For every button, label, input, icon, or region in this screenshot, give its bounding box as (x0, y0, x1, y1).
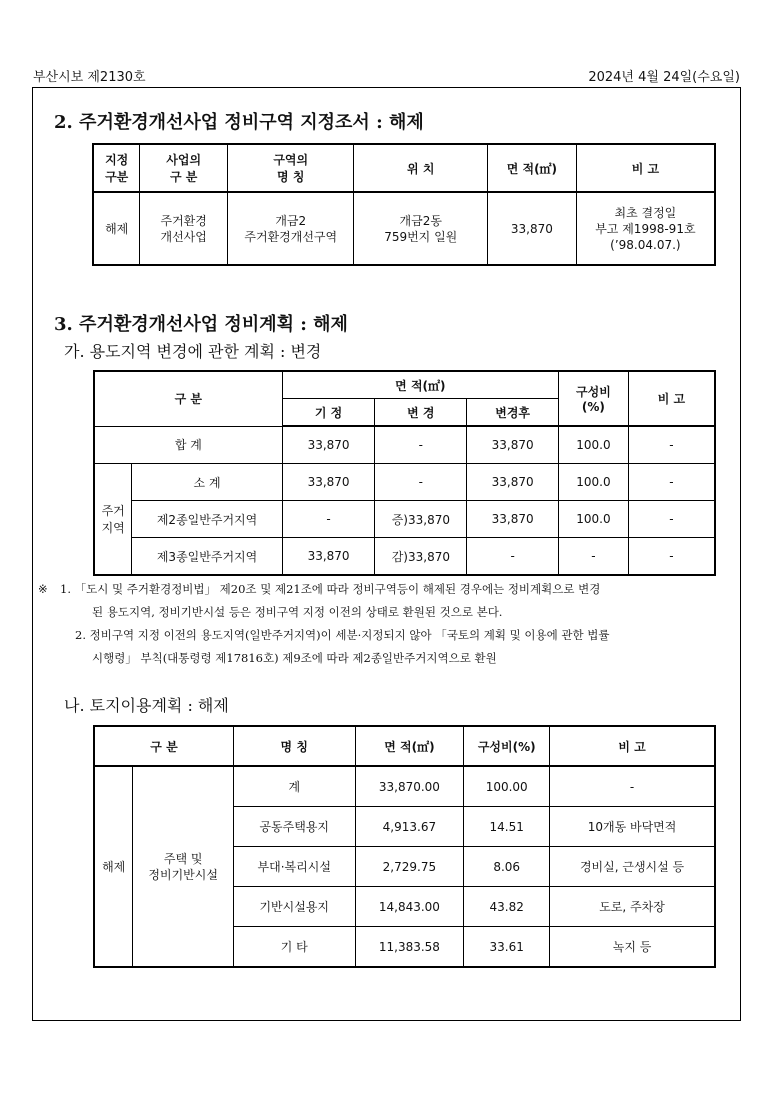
table-cell: - (375, 426, 467, 464)
note-1-line-1: 1. 「도시 및 주거환경정비법」 제20조 및 제21조에 따라 정비구역등이 해제된 경우에는 정비계획으로 변경 (60, 582, 601, 596)
table-row (94, 464, 715, 501)
table-row (94, 501, 715, 538)
zone-designation-table (92, 143, 716, 266)
table-cell: 33,870 (282, 538, 375, 576)
table-cell: 경비실, 근생시설 등 (550, 847, 715, 887)
header-cell: 지정 구분 (93, 144, 140, 192)
table-header-row (94, 371, 715, 399)
total-row (94, 426, 715, 464)
table-cell: 기 타 (233, 927, 355, 968)
table-row (93, 192, 715, 265)
table-cell: - (375, 464, 467, 501)
table-cell: 제2종일반주거지역 (132, 501, 282, 538)
header-cell: 명 칭 (233, 726, 355, 766)
table-cell: 33,870 (282, 464, 375, 501)
table-cell: 33,870 (467, 426, 559, 464)
header-cell: 면 적(㎡) (487, 144, 576, 192)
table-cell: 소 계 (132, 464, 282, 501)
note-mark: ※ (38, 582, 48, 596)
table-cell: 2,729.75 (355, 847, 464, 887)
header-cell: 구 분 (94, 371, 282, 426)
header-cell: 구 분 (94, 726, 233, 766)
group-cell: 해제 (94, 766, 133, 967)
table-cell: 해제 (93, 192, 140, 265)
table-cell: - (628, 538, 715, 576)
table-cell: 계 (233, 766, 355, 807)
section2-title: 2. 주거환경개선사업 정비구역 지정조서 : 해제 (54, 112, 424, 133)
note-2-line-1: 2. 정비구역 지정 이전의 용도지역(일반주거지역)이 세분·지정되지 않아 「국토의 계획 및 이용에 관한 법률 (75, 628, 610, 642)
section3-title: 3. 주거환경개선사업 정비계획 : 해제 (54, 314, 348, 335)
table-cell: 33,870 (282, 426, 375, 464)
header-cell: 구성비(%) (464, 726, 550, 766)
table-cell: 최초 결정일 부고 제1998-91호 (’98.04.07.) (576, 192, 715, 265)
table-cell: 제3종일반주거지역 (132, 538, 282, 576)
table-cell: - (628, 426, 715, 464)
table-cell: 기반시설용지 (233, 887, 355, 927)
table-cell: 33,870 (487, 192, 576, 265)
land-use-table (93, 725, 716, 968)
table-cell: 100.00 (464, 766, 550, 807)
table-cell: 33.61 (464, 927, 550, 968)
header-cell: 기 정 (282, 399, 375, 427)
table-cell: 합 계 (94, 426, 282, 464)
header-cell: 면 적(㎡) (282, 371, 558, 399)
table-cell: 100.0 (559, 464, 629, 501)
table-cell: 주거환경 개선사업 (140, 192, 228, 265)
table-cell: 10개동 바닥면적 (550, 807, 715, 847)
table-cell: 14,843.00 (355, 887, 464, 927)
table-cell: 33,870 (467, 501, 559, 538)
header-cell: 면 적(㎡) (355, 726, 464, 766)
table-cell: - (467, 538, 559, 576)
bulletin-issue: 부산시보 제2130호 (33, 70, 146, 85)
table-cell: 14.51 (464, 807, 550, 847)
table-cell: 증)33,870 (375, 501, 467, 538)
table-row (94, 538, 715, 576)
table-cell: 개금2동 759번지 일원 (354, 192, 488, 265)
table-cell: 33,870 (467, 464, 559, 501)
table-cell: - (628, 464, 715, 501)
table-cell: 녹지 등 (550, 927, 715, 968)
header-cell: 구역의 명 칭 (228, 144, 354, 192)
table-cell: - (550, 766, 715, 807)
note-2-line-2: 시행령」 부칙(대통령령 제17816호) 제9조에 따라 제2종일반주거지역으로 환원 (92, 651, 497, 665)
table-cell: 감)33,870 (375, 538, 467, 576)
header-cell: 구성비 (%) (559, 371, 629, 426)
zoning-change-table (93, 370, 716, 576)
header-cell: 변경후 (467, 399, 559, 427)
table-cell: 개금2 주거환경개선구역 (228, 192, 354, 265)
table-cell: 43.82 (464, 887, 550, 927)
table-cell: 100.0 (559, 501, 629, 538)
table-cell: - (559, 538, 629, 576)
table-cell: 8.06 (464, 847, 550, 887)
header-cell: 비 고 (576, 144, 715, 192)
table-cell: 4,913.67 (355, 807, 464, 847)
group-cell: 주거 지역 (94, 464, 132, 576)
header-cell: 변 경 (375, 399, 467, 427)
table-cell: - (282, 501, 375, 538)
header-cell: 위 치 (354, 144, 488, 192)
group-cell: 주택 및 정비기반시설 (133, 766, 234, 967)
table-row (94, 766, 715, 807)
subsection-a-title: 가. 용도지역 변경에 관한 계획 : 변경 (64, 342, 322, 361)
table-cell: 100.0 (559, 426, 629, 464)
table-cell: 부대·복리시설 (233, 847, 355, 887)
bulletin-date: 2024년 4월 24일(수요일) (588, 70, 740, 85)
header-cell: 사업의 구 분 (140, 144, 228, 192)
table-cell: - (628, 501, 715, 538)
table-cell: 도로, 주차장 (550, 887, 715, 927)
header-cell: 비 고 (628, 371, 715, 426)
table-header-row (93, 144, 715, 192)
table-cell: 11,383.58 (355, 927, 464, 968)
subsection-b-title: 나. 토지이용계획 : 해제 (64, 696, 229, 715)
table-cell: 공동주택용지 (233, 807, 355, 847)
header-cell: 비 고 (550, 726, 715, 766)
table-header-row (94, 726, 715, 766)
table-cell: 33,870.00 (355, 766, 464, 807)
note-1-line-2: 된 용도지역, 정비기반시설 등은 정비구역 지정 이전의 상태로 환원된 것으로 본다. (92, 605, 503, 619)
